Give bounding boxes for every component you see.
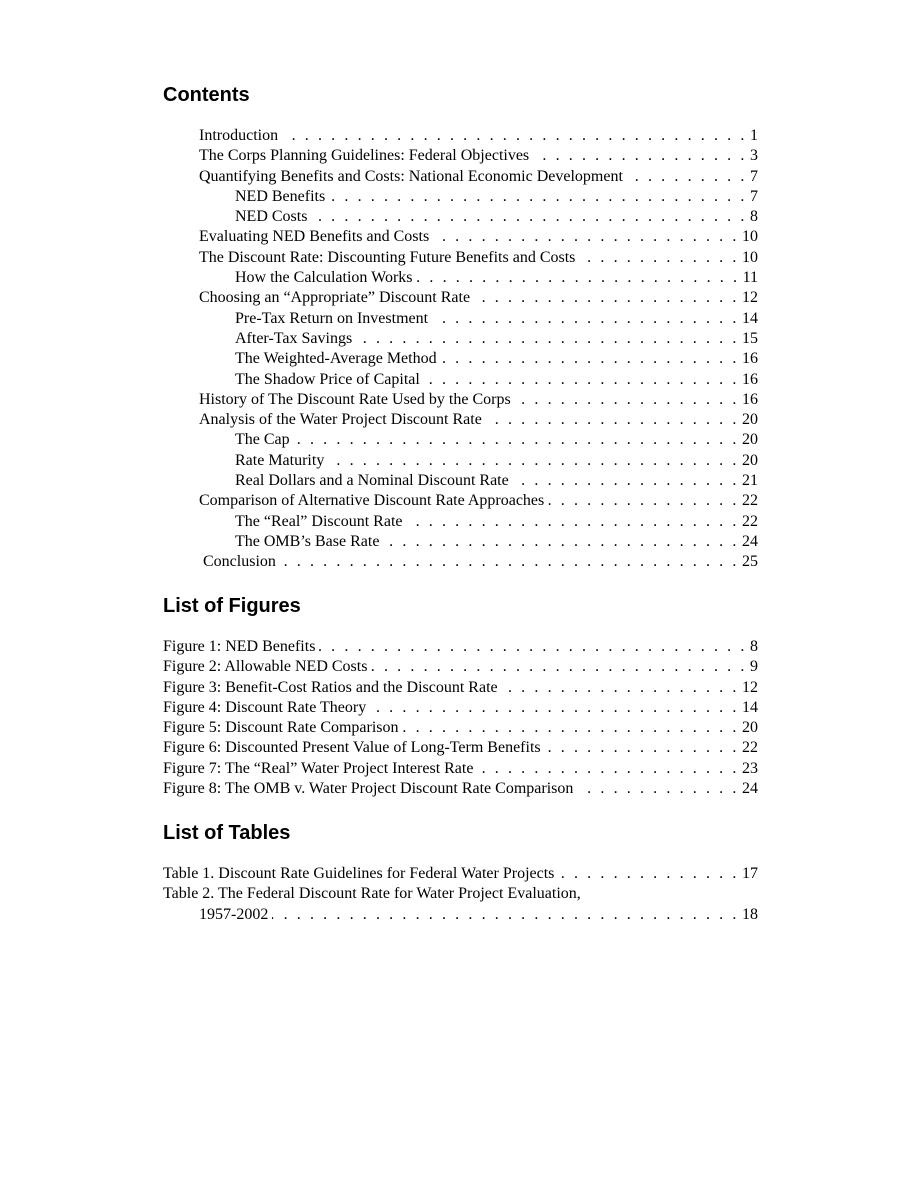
entry-label: Analysis of the Water Project Discount Rate [199, 411, 482, 429]
toc-entry[interactable] [163, 227, 758, 247]
page-number: 7 [750, 167, 758, 185]
entry-label: Figure 5: Discount Rate Comparison [163, 719, 399, 737]
tables-list [163, 864, 758, 925]
toc-entry[interactable] [163, 512, 758, 532]
dot-leader [545, 738, 739, 758]
toc-entry[interactable] [163, 329, 758, 349]
toc-entry[interactable] [163, 268, 758, 288]
toc-entry[interactable] [163, 248, 758, 268]
entry-label: Figure 2: Allowable NED Costs [163, 658, 368, 676]
page-number: 12 [742, 289, 758, 307]
page-number: 16 [742, 370, 758, 388]
page-number: 3 [750, 147, 758, 165]
figure-entry[interactable] [163, 718, 758, 738]
dot-leader [294, 430, 739, 450]
figure-entry[interactable] [163, 657, 758, 677]
figures-list [163, 637, 758, 799]
entry-label: 1957-2002 [199, 905, 269, 923]
toc-entry[interactable] [163, 146, 758, 166]
page-number: 18 [742, 905, 758, 923]
dot-leader [432, 309, 739, 329]
entry-label: Figure 3: Benefit-Cost Ratios and the Discount Rate [163, 678, 498, 696]
page-number: 21 [742, 472, 758, 490]
entry-label: NED Costs [235, 208, 308, 226]
entry-label: Figure 4: Discount Rate Theory [163, 698, 367, 716]
toc-entry[interactable] [163, 126, 758, 146]
toc-entry[interactable] [163, 451, 758, 471]
figure-entry[interactable] [163, 779, 758, 799]
dot-leader [371, 657, 747, 677]
entry-label: Choosing an “Appropriate” Discount Rate [199, 289, 471, 307]
entry-label: Figure 8: The OMB v. Water Project Discount Rate Comparison [163, 780, 574, 798]
dot-leader [311, 207, 747, 227]
toc-entry[interactable] [163, 207, 758, 227]
dot-leader [282, 126, 747, 146]
page-number: 11 [742, 269, 758, 287]
page-number: 22 [742, 739, 758, 757]
dot-leader [407, 512, 740, 532]
dot-leader [579, 248, 739, 268]
page-number: 7 [750, 187, 758, 205]
dot-leader [627, 167, 747, 187]
contents-list [163, 126, 758, 573]
entry-label: NED Benefits [235, 187, 326, 205]
figure-entry[interactable] [163, 698, 758, 718]
entry-label: The Corps Planning Guidelines: Federal Objectives [199, 147, 530, 165]
page-number: 10 [742, 248, 758, 266]
page-number: 10 [742, 228, 758, 246]
entry-label: After-Tax Savings [235, 329, 353, 347]
figure-entry[interactable] [163, 637, 758, 657]
dot-leader [417, 268, 740, 288]
entry-label: Figure 1: NED Benefits [163, 638, 316, 655]
dot-leader [533, 146, 747, 166]
page-number: 17 [742, 865, 758, 882]
page-number: 8 [750, 638, 758, 655]
table-entry-continuation[interactable] [163, 905, 758, 925]
entry-label: The Discount Rate: Discounting Future Benefits and Costs [199, 248, 576, 266]
dot-leader [577, 779, 739, 799]
entry-label: Figure 6: Discounted Present Value of Long-Term Benefits [163, 739, 541, 757]
dot-leader [433, 227, 739, 247]
dot-leader [356, 329, 739, 349]
tables-heading: List of Tables [163, 822, 291, 844]
dot-leader [486, 410, 739, 430]
page-number: 8 [750, 208, 758, 226]
entry-label: Pre-Tax Return on Investment [235, 309, 429, 327]
toc-entry[interactable] [163, 288, 758, 308]
page-number: 23 [742, 759, 758, 777]
entry-label: Introduction [199, 127, 279, 144]
entry-label: Real Dollars and a Nominal Discount Rate [235, 472, 509, 490]
figure-entry[interactable] [163, 759, 758, 779]
page-number: 14 [742, 309, 758, 327]
figure-entry[interactable] [163, 678, 758, 698]
toc-entry[interactable] [163, 187, 758, 207]
entry-label: Evaluating NED Benefits and Costs [199, 228, 430, 246]
entry-label: Quantifying Benefits and Costs: National Economic Development [199, 167, 623, 185]
page-number: 20 [742, 411, 758, 429]
dot-leader [403, 718, 739, 738]
page-number: 12 [742, 678, 758, 696]
dot-leader [329, 187, 747, 207]
page-number: 24 [742, 780, 758, 798]
page-number: 20 [742, 719, 758, 737]
toc-entry[interactable] [163, 491, 758, 511]
table-entry[interactable] [163, 884, 758, 904]
entry-label: History of The Discount Rate Used by the Corps [199, 390, 511, 408]
dot-leader [319, 637, 747, 657]
toc-entry[interactable] [163, 471, 758, 491]
figure-entry[interactable] [163, 738, 758, 758]
toc-entry[interactable] [163, 309, 758, 329]
toc-entry[interactable] [163, 390, 758, 410]
entry-label: The Weighted-Average Method [235, 350, 437, 368]
page-number: 16 [742, 390, 758, 408]
entry-label: The Cap [235, 431, 290, 449]
entry-label: The OMB’s Base Rate [235, 532, 380, 550]
entry-label: Comparison of Alternative Discount Rate Approaches [199, 492, 545, 510]
page-number: 14 [742, 698, 758, 716]
toc-entry[interactable] [163, 167, 758, 187]
entry-label: Conclusion [203, 553, 276, 571]
toc-entry[interactable] [163, 430, 758, 450]
page-number: 20 [742, 451, 758, 469]
dot-leader [383, 532, 739, 552]
dot-leader [513, 471, 739, 491]
toc-entry[interactable] [163, 552, 758, 572]
dot-leader [370, 698, 739, 718]
toc-entry[interactable] [163, 349, 758, 369]
dot-leader [280, 552, 739, 572]
entry-label: The “Real” Discount Rate [235, 512, 403, 530]
dot-leader [558, 864, 739, 884]
toc-entry[interactable] [163, 410, 758, 430]
dot-leader [548, 491, 739, 511]
page-number: 9 [750, 658, 758, 676]
page-number: 15 [742, 329, 758, 347]
figures-heading: List of Figures [163, 595, 301, 617]
entry-label: Table 2. The Federal Discount Rate for Water Project Evaluation, [163, 885, 581, 903]
dot-leader [477, 759, 739, 779]
table-entry[interactable] [163, 864, 758, 884]
dot-leader [441, 349, 739, 369]
page-number: 24 [742, 532, 758, 550]
entry-label: Rate Maturity [235, 451, 325, 469]
dot-leader [474, 288, 739, 308]
toc-entry[interactable] [163, 370, 758, 390]
dot-leader [515, 390, 739, 410]
dot-leader [328, 451, 739, 471]
dot-leader [424, 370, 739, 390]
entry-label: Table 1. Discount Rate Guidelines for Federal Water Projects [163, 865, 555, 882]
entry-label: How the Calculation Works [235, 269, 413, 287]
page-number: 1 [750, 127, 758, 144]
page-number: 16 [742, 350, 758, 368]
page-number: 22 [742, 492, 758, 510]
contents-heading: Contents [163, 84, 250, 106]
entry-label: Figure 7: The “Real” Water Project Interest Rate [163, 759, 474, 777]
toc-entry[interactable] [163, 532, 758, 552]
page-number: 20 [742, 431, 758, 449]
page-number: 25 [742, 553, 758, 571]
page-number: 22 [742, 512, 758, 530]
dot-leader [502, 678, 739, 698]
dot-leader [272, 905, 739, 925]
entry-label: The Shadow Price of Capital [235, 370, 420, 388]
